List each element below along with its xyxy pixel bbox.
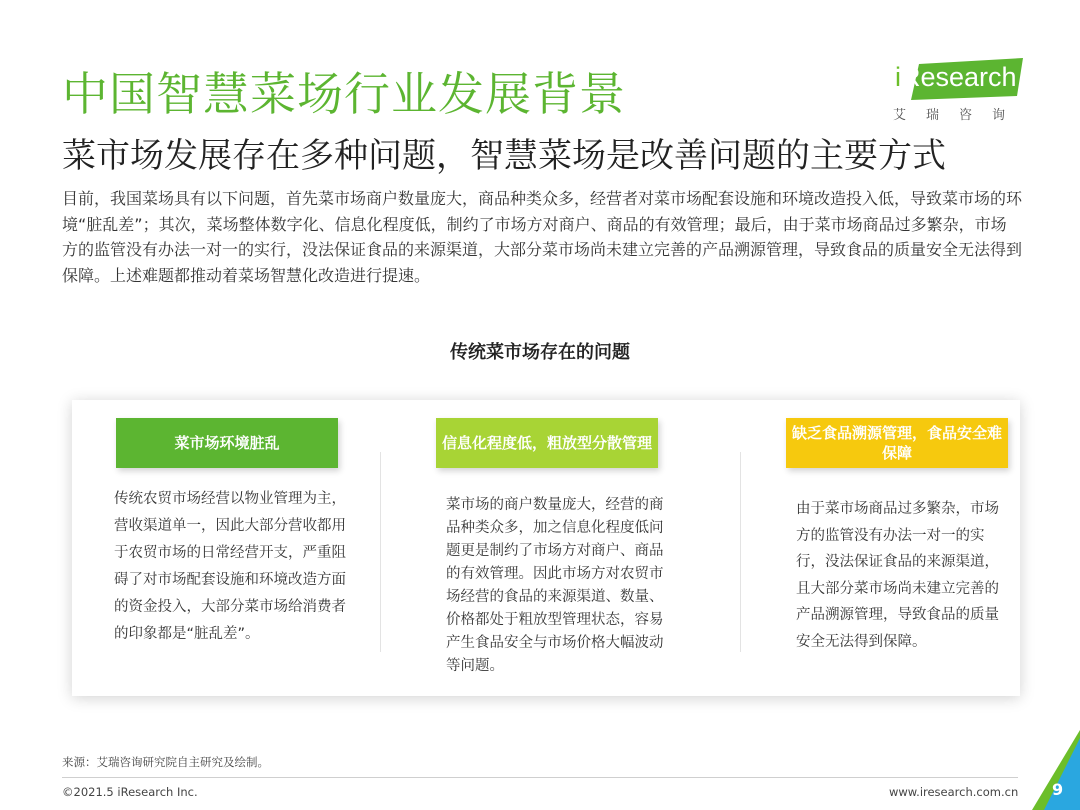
problem-tag-traceability: 缺乏食品溯源管理，食品安全难保障 [786,418,1008,468]
problem-text-informatization: 菜市场的商户数量庞大，经营的商品种类众多，加之信息化程度低问题更是制约了市场方对商户、商品的有效管理。因此市场方对农贸市场经营的食品的来源渠道、数量、价格都处于粗放型管理状态，容易产生食品安全与市场价格大幅波动等问题。 [446,497,664,674]
column-divider [380,452,381,652]
problem-text-environment: 传统农贸市场经营以物业管理为主，营收渠道单一，因此大部分营收都用于农贸市场的日常经营开支，严重阻碍了对市场配套设施和环境改造方面的资金投入，大部分菜市场给消费者的印象都是“脏乱差”。 [114,491,346,642]
section-title: 传统菜市场存在的问题 [450,342,630,363]
page-title: 中国智慧菜场行业发展背景 [62,67,626,121]
footer-divider [62,777,1018,778]
iresearch-logo [893,58,1028,128]
logo-wordmark: iResearch [895,62,1017,92]
website-link[interactable]: www.iresearch.com.cn [889,785,1019,799]
intro-paragraph: 目前，我国菜场具有以下问题，首先菜市场商户数量庞大，商品种类众多，经营者对菜市场配套设施和环境改造投入低，导致菜市场的环境“脏乱差”；其次，菜场整体数字化、信息化程度低，制约了市场方对商户、商品的有效管理；最后，由于菜市场商品过多繁杂，市场方的监管没有办法一对一的实行，没法保证食品的来源渠道，大部分菜市场尚未建立完善的产品溯源管理，导致食品的质量安全无法得到保障。上述难题都推动着菜场智慧化改造进行提速。 [62,189,1023,285]
problem-tag-informatization: 信息化程度低，粗放型分散管理 [436,418,658,468]
column-divider [740,452,741,652]
copyright: ©2021.5 iResearch Inc. [62,785,198,799]
problem-text-traceability: 由于菜市场商品过多繁杂，市场方的监管没有办法一对一的实行，没法保证食品的来源渠道，且大部分菜市场尚未建立完善的产品溯源管理，导致食品的质量安全无法得到保障。 [796,501,999,650]
page-number: 9 [1052,780,1064,799]
page-subtitle: 菜市场发展存在多种问题，智慧菜场是改善问题的主要方式 [62,136,946,176]
source-note: 来源：艾瑞咨询研究院自主研究及绘制。 [62,755,269,769]
problem-tag-environment: 菜市场环境脏乱 [116,418,338,468]
logo-subtitle: 艾瑞咨询 [893,108,1026,123]
